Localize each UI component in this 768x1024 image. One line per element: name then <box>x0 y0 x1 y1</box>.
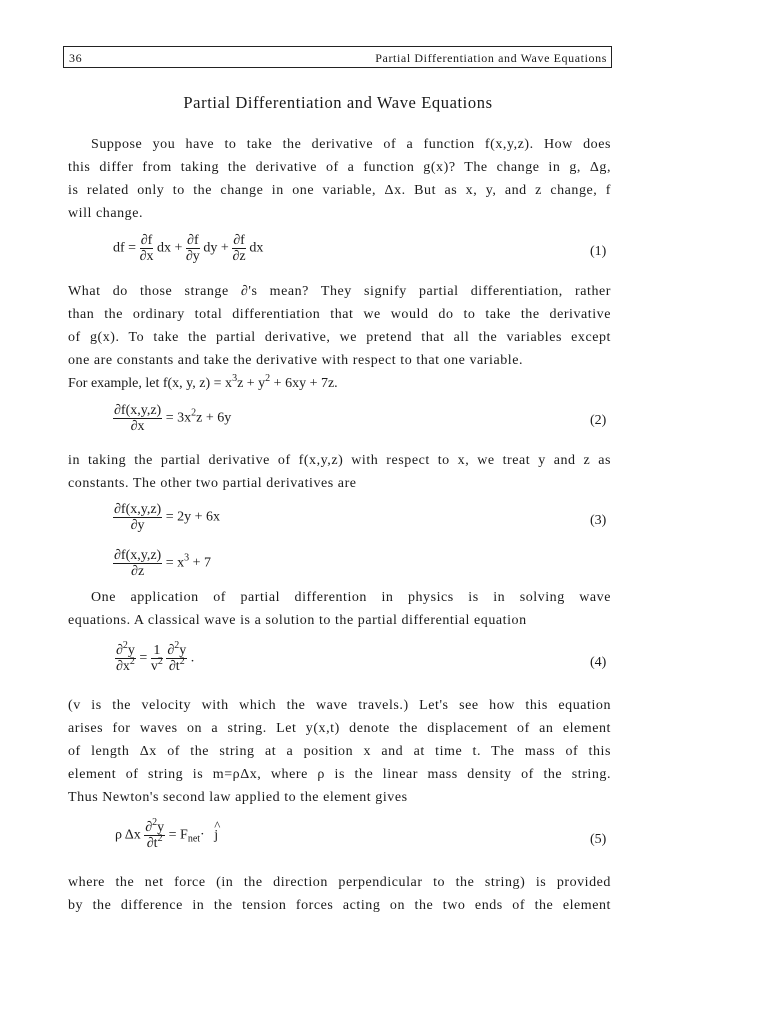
running-header <box>63 46 612 68</box>
paragraph-line: where the net force (in the direction perpendicular to the string) is provided <box>68 875 611 890</box>
paragraph-line: Suppose you have to take the derivative of a function f(x,y,z). How does <box>91 137 611 152</box>
unit-vector-j: ^ j <box>214 828 218 844</box>
paragraph-line: (v is the velocity with which the wave travels.) Let's see how this equation <box>68 698 611 713</box>
equation-2: $\frac{\partial f(x,y,z)}{\partial x}$ = $3x^2z + 6y$ <box>114 403 232 434</box>
fraction: $\frac{\partial^2y}{\partial t^2}$ <box>167 640 187 674</box>
fraction: $\frac{1}{v^2}$ <box>150 643 163 674</box>
paragraph-line: one are constants and take the derivative with respect to that one variable. <box>68 353 524 368</box>
equation-1: df = $\frac{\partial f}{\partial x}$ dx + $\frac{\partial f}{\partial y}$ dy + $\frac{\partial f}{\partial z}$ dx <box>113 233 264 264</box>
fraction: $\frac{\partial f(x,y,z)}{\partial y}$ <box>114 502 162 533</box>
fraction: $\frac{\partial f}{\partial x}$ <box>139 233 154 264</box>
equation-4: $\frac{\partial^2y}{\partial x^2}$ = $\frac{1}{v^2}$ $\frac{\partial^2y}{\partial t^2}$ . <box>116 640 195 674</box>
paragraph-line: equations. A classical wave is a solution to the partial differential equation <box>68 613 527 628</box>
paragraph-line: than the ordinary total differentiation that we would do to take the derivative <box>68 307 611 322</box>
section-title: Partial Differentiation and Wave Equations <box>183 93 493 112</box>
fraction: $\frac{\partial f}{\partial y}$ <box>185 233 200 264</box>
equation-number: (5) <box>590 832 607 847</box>
fraction: $\frac{\partial^2y}{\partial t^2}$ <box>145 817 165 851</box>
paragraph-line: of g(x). To take the partial derivative, we pretend that all the variables except <box>68 330 611 345</box>
paragraph-line: What do those strange ∂'s mean? They signify partial differentiation, rather <box>68 284 611 299</box>
equation-number: (1) <box>590 244 607 259</box>
running-title: Partial Differentiation and Wave Equations <box>375 51 607 65</box>
fraction: $\frac{\partial f}{\partial z}$ <box>232 233 246 264</box>
paragraph-line: in taking the partial derivative of f(x,y,z) with respect to x, we treat y and z as <box>68 453 611 468</box>
equation-3b: $\frac{\partial f(x,y,z)}{\partial z}$ = $x^3 + 7$ <box>114 548 212 579</box>
fraction: $\frac{\partial f(x,y,z)}{\partial z}$ <box>114 548 162 579</box>
paragraph-line: One application of partial differention in physics is in solving wave <box>91 590 611 605</box>
equation-number: (3) <box>590 513 607 528</box>
equation-number: (4) <box>590 655 607 670</box>
paragraph-line: Thus Newton's second law applied to the element gives <box>68 790 408 805</box>
paragraph-line: of length Δx of the string at a position x and at time t. The mass of this <box>68 744 611 759</box>
equation-3: $\frac{\partial f(x,y,z)}{\partial y}$ = 2y + 6x <box>114 502 221 533</box>
equation-number: (2) <box>590 413 607 428</box>
fraction: $\frac{\partial f(x,y,z)}{\partial x}$ <box>114 403 162 434</box>
paragraph-line: is related only to the change in one variable, Δx. But as x, y, and z change, f <box>68 183 611 198</box>
paragraph-line: by the difference in the tension forces acting on the two ends of the element <box>68 898 611 913</box>
paragraph-line: For example, let f(x, y, $z) = x^3z + y^2 + 6xy + 7z$. <box>68 373 338 391</box>
paragraph-line: arises for waves on a string. Let y(x,t) denote the displacement of an element <box>68 721 611 736</box>
paragraph-line: will change. <box>68 206 144 221</box>
paragraph-line: element of string is m=ρΔx, where ρ is the linear mass density of the string. <box>68 767 611 782</box>
fraction: $\frac{\partial^2y}{\partial x^2}$ <box>116 640 135 674</box>
page-number: 36 <box>69 51 83 65</box>
paragraph-line: this differ from taking the derivative of a function g(x)? The change in g, Δg, <box>68 160 611 175</box>
equation-5: ρ Δx $\frac{\partial^2y}{\partial t^2}$ = $F_{net}\cdot$ ^ j <box>115 820 218 851</box>
paragraph-line: constants. The other two partial derivatives are <box>68 476 357 491</box>
